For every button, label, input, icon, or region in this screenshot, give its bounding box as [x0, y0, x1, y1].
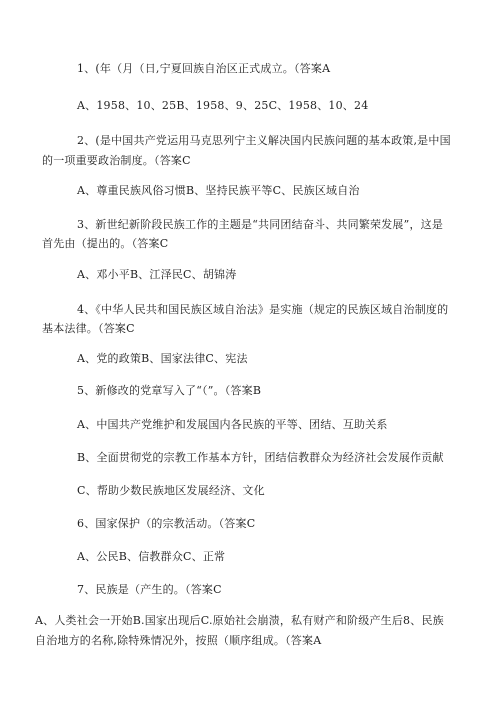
q1-text: 1、(年（月（日,宁夏回族自治区正式成立。（答案A — [77, 62, 331, 75]
q4-text-line1: 4、《中华人民共和国民族区域自治法》是实施（规定的民族区域自治制度的 — [77, 303, 449, 316]
q1-options: A、1958、10、25B、1958、9、25C、1958、10、24 — [77, 99, 369, 112]
q4-text-line2: 基本法律。（答案C — [42, 322, 135, 335]
q5-option-a: A、中国共产党维护和发展国内各民族的平等、团结、互助关系 — [77, 418, 388, 431]
q3-options: A、邓小平B、江泽民C、胡锦涛 — [77, 268, 237, 281]
q6-text: 6、国家保护（的宗教活动。（答案C — [77, 517, 256, 530]
q5-text: 5、新修改的党章写入了“（”。（答案B — [77, 384, 262, 397]
q7-options-line1: A、人类社会一开始B.国家出现后C.原始社会崩溃，私有财产和阶级产生后8、民族 — [35, 614, 444, 627]
q7-text: 7、民族是（产生的。（答案C — [77, 583, 222, 596]
q8-text: 自治地方的名称,除特殊情况外，按照（顺序组成。（答案A — [35, 634, 322, 647]
q4-options: A、党的政策B、国家法律C、宪法 — [77, 352, 248, 365]
q5-option-b: B、全面贯彻党的宗教工作基本方针，团结信教群众为经济社会发展作贡献 — [77, 451, 444, 464]
q2-options: A、尊重民族风俗习惯B、坚持民族平等C、民族区域自治 — [77, 184, 360, 197]
q6-options: A、公民B、信教群众C、正常 — [77, 550, 226, 563]
q5-option-c: C、帮助少数民族地区发展经济、文化 — [77, 484, 265, 497]
q2-text-line1: 2、(是中国共产党运用马克思列宁主义解决国内民族问题的基本政策,是中国 — [77, 134, 451, 147]
q3-text-line2: 首先由（提出的。（答案C — [42, 237, 169, 250]
q3-text-line1: 3、新世纪新阶段民族工作的主题是“共同团结奋斗、共同繁荣发展”，这是 — [77, 218, 444, 231]
q2-text-line2: 的一项重要政治制度。（答案C — [42, 154, 191, 167]
